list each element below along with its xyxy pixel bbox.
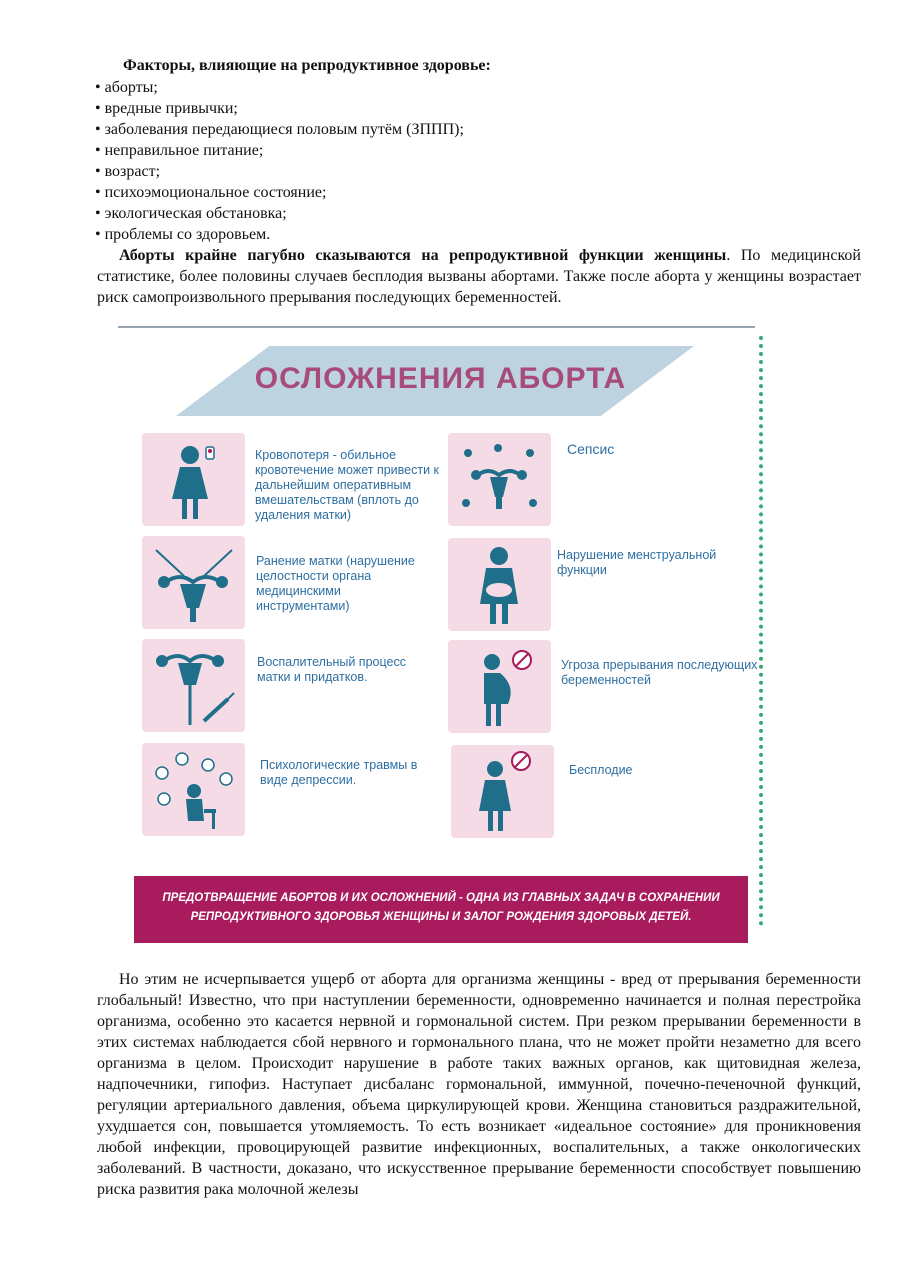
complication-caption: Воспалительный процесс матки и придатков. bbox=[257, 655, 406, 684]
factor-item: • вредные привычки; bbox=[95, 100, 238, 117]
dotted-border bbox=[755, 336, 763, 926]
complication-caption: Сепсис bbox=[567, 441, 615, 457]
complication-caption: Кровопотеря - обильное кровотечение может привести к дальнейшим оперативным вмешательствам (вплоть до удаления матки) bbox=[255, 448, 440, 522]
infographic-title: ОСЛОЖНЕНИЯ АБОРТА bbox=[254, 362, 627, 395]
footer-line: ПРЕДОТВРАЩЕНИЕ АБОРТОВ И ИХ ОСЛОЖНЕНИЙ - ОДНА ИЗ ГЛАВНЫХ ЗАДАЧ В СОХРАНЕНИИ bbox=[162, 892, 720, 904]
infected-uterus-icon bbox=[448, 433, 551, 526]
factor-item: • возраст; bbox=[95, 163, 161, 180]
complication-caption: Психологические травмы в виде депрессии. bbox=[260, 758, 418, 787]
factor-item: • психоэмоциональное состояние; bbox=[95, 184, 327, 201]
factor-item: • экологическая обстановка; bbox=[95, 205, 287, 222]
complication-caption: Угроза прерывания последующих беременностей bbox=[561, 658, 758, 687]
footer-message bbox=[134, 889, 748, 927]
paragraph-rest: . По медицинской статистике, более половины случаев бесплодия вызваны абортами. Также после аборта у женщины возрастает риск самопроизвольного прерывания последующих беременностей. bbox=[97, 247, 861, 306]
footer-line: РЕПРОДУКТИВНОГО ЗДОРОВЬЯ ЖЕНЩИНЫ И ЗАЛОГ РОЖДЕНИЯ ЗДОРОВЫХ ДЕТЕЙ. bbox=[190, 911, 692, 923]
factor-item: • аборты; bbox=[95, 79, 158, 96]
body-paragraph: Но этим не исчерпывается ущерб от аборта для организма женщины - вред от прерывания беременности глобальный! Известно, что при наступлении беременности, одновременно начинается и полная перестройка организма, особенно это касается нервной и гормональной систем. При резком прерывании беременности в этих системах наблюдается сбой нервного и гормонального плана, что не может пройти незаметно для всего организма в целом. Происходит нарушение в работе таких важных органов, как щитовидная железа, надпочечники, гипофиз. Наступает дисбаланс гормональной, иммунной, почечно-печеночной функций, регуляции артериального давления, объема циркулирующей крови. Женщина становиться раздражительной, ухудшается сон, повышается утомляемость. То есть возникает «идеальное состояние» для проникновения любой инфекции, провоцирующей развитие инфекционных, воспалительных, а также онкологических заболеваний. В частности, доказано, что искусственное прерывание беременности способствует повышению риска развития рака молочной железы bbox=[97, 971, 861, 1198]
woman-bleeding-icon bbox=[142, 433, 245, 526]
uterus-syringe-icon bbox=[142, 639, 245, 732]
complication-caption: Ранение матки (нарушение целостности органа медицинскими инструментами) bbox=[256, 554, 415, 613]
factor-item: • неправильное питание; bbox=[95, 142, 264, 159]
complications-infographic bbox=[118, 326, 763, 951]
bold-lead: Аборты крайне пагубно сказываются на репродуктивной функции женщины bbox=[119, 247, 727, 264]
uterus-instruments-icon bbox=[142, 536, 245, 629]
abortion-effects-paragraph bbox=[97, 245, 861, 308]
factor-item: • заболевания передающиеся половым путём (ЗППП); bbox=[95, 121, 464, 138]
factors-list bbox=[95, 77, 464, 245]
divider bbox=[118, 326, 755, 328]
complication-caption: Бесплодие bbox=[569, 763, 633, 777]
factors-heading: Факторы, влияющие на репродуктивное здоровье: bbox=[123, 57, 491, 74]
pregnant-woman-icon bbox=[448, 640, 551, 733]
woman-abdomen-icon bbox=[448, 538, 551, 631]
factor-item: • проблемы со здоровьем. bbox=[95, 226, 271, 243]
infertile-woman-icon bbox=[451, 745, 554, 838]
complication-caption: Нарушение менструальной функции bbox=[557, 548, 717, 577]
depressed-person-icon bbox=[142, 743, 245, 836]
